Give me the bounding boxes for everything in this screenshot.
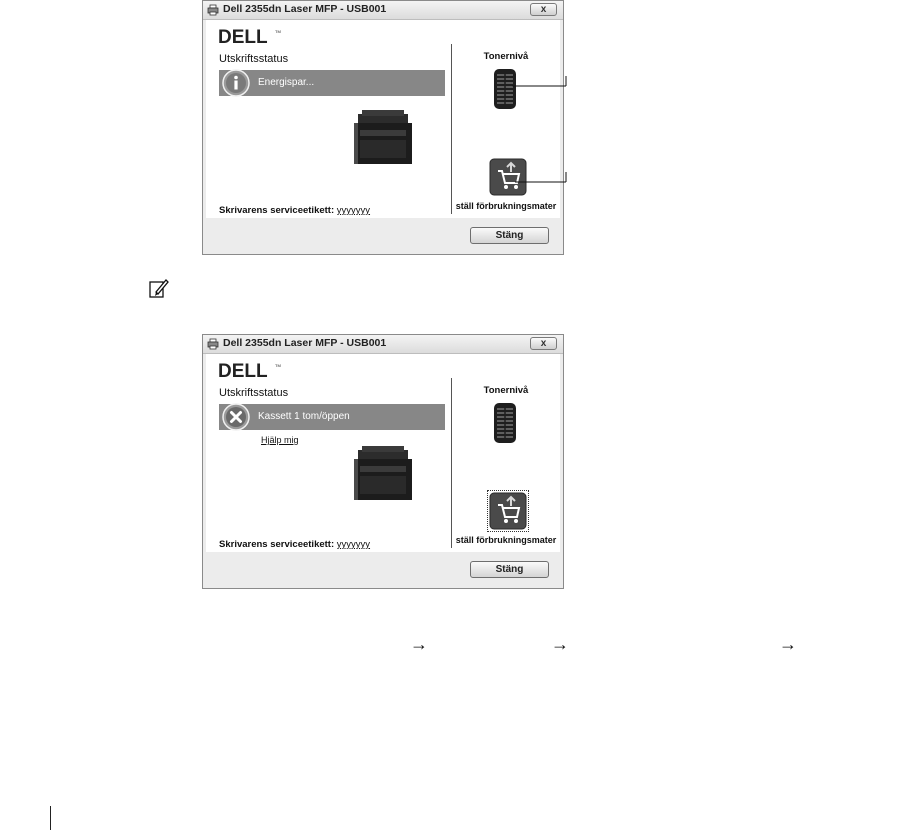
arrow-3: → [779, 634, 797, 654]
callout-lines [0, 0, 900, 260]
printer-icon [207, 338, 219, 350]
service-tag-label: Skrivarens serviceetikett: [219, 205, 335, 216]
status-message: Kassett 1 tom/öppen [258, 411, 350, 422]
status-bar [219, 404, 445, 430]
title-close-button[interactable]: x [530, 337, 557, 350]
service-tag-value: yyyyyyy [336, 539, 371, 550]
title-close-button[interactable]: x [530, 3, 557, 16]
dell-logo [218, 360, 282, 380]
order-supplies-label[interactable]: ställ förbrukningsmater [455, 535, 557, 545]
printer-image [352, 446, 414, 502]
service-tag-value: yyyyyyy [336, 205, 371, 216]
toner-level-label: Tonernivå [483, 385, 529, 396]
window-content [206, 354, 560, 552]
print-status-label: Utskriftsstatus [219, 53, 289, 65]
close-button[interactable]: Stäng [470, 561, 549, 578]
status-monitor-window-cartridge-error [202, 334, 564, 589]
service-tag-label: Skrivarens serviceetikett: [219, 539, 335, 550]
help-me-link[interactable]: Hjälp mig [261, 435, 299, 445]
order-supplies-label[interactable]: ställ förbrukningsmater [455, 201, 557, 211]
print-status-label: Utskriftsstatus [219, 387, 289, 399]
margin-rule [50, 806, 51, 830]
window-title: Dell 2355dn Laser MFP - USB001 [223, 337, 387, 349]
note-pencil-icon [149, 278, 169, 298]
arrow-2: → [551, 634, 569, 654]
title-bar[interactable] [203, 335, 563, 354]
svg-text:DELL: DELL [218, 27, 268, 46]
status-message: Energispar... [258, 77, 315, 88]
svg-text:TM: TM [275, 363, 281, 368]
toner-level-gauge[interactable] [493, 402, 517, 444]
arrow-1: → [410, 634, 428, 654]
window-title: Dell 2355dn Laser MFP - USB001 [223, 3, 387, 15]
panel-divider [451, 378, 452, 548]
service-tag [219, 539, 370, 550]
toner-level-label: Tonernivå [483, 51, 529, 62]
order-supplies-icon[interactable] [489, 492, 527, 530]
close-button[interactable]: Stäng [470, 227, 549, 244]
svg-text:TM: TM [275, 29, 281, 34]
error-icon [222, 403, 250, 431]
svg-text:DELL: DELL [218, 361, 268, 380]
